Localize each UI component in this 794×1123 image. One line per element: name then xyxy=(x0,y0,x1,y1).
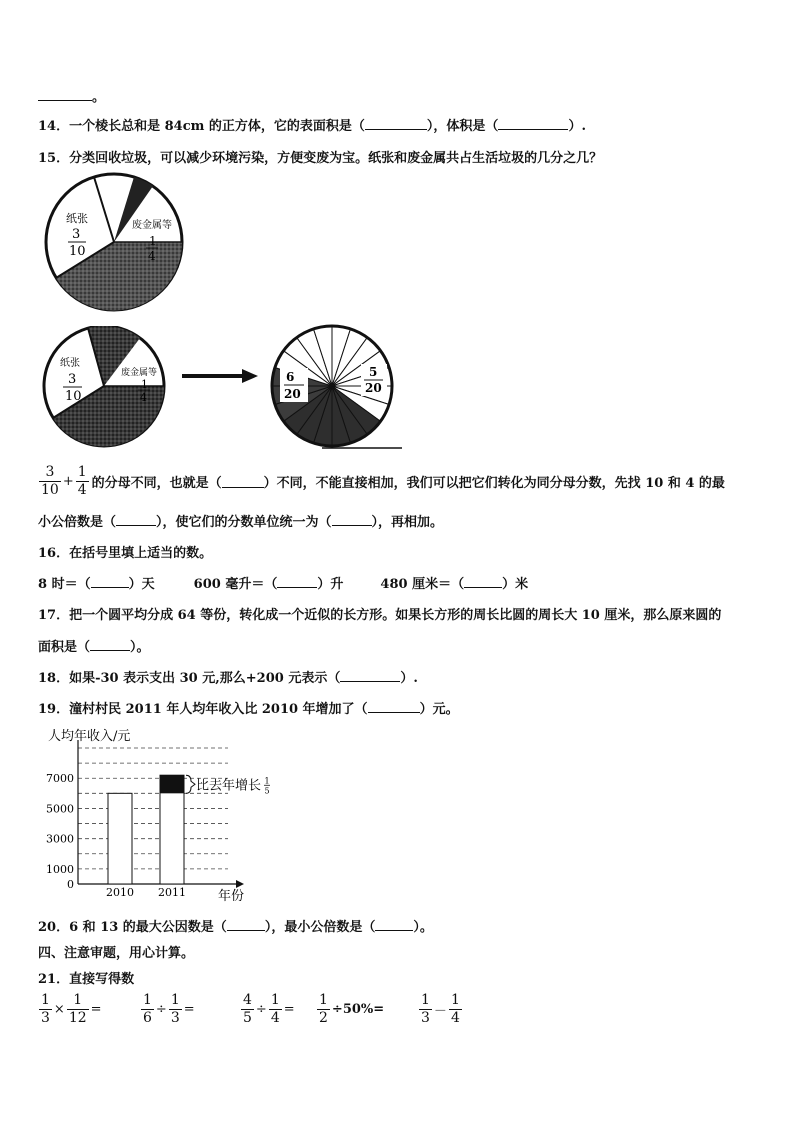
answer-blank[interactable] xyxy=(116,513,156,526)
question-20: 20．6 和 13 的最大公因数是（ ），最小公倍数是（ ）。 xyxy=(38,920,433,935)
calc-item-3: $\frac{4}{5}$ ÷ $\frac{1}{4}$ = xyxy=(243,992,295,1026)
answer-blank[interactable] xyxy=(498,117,568,130)
calc-item-4: $\frac{1}{2}$ ÷50%= xyxy=(319,992,385,1026)
svg-text:废金属等: 废金属等 xyxy=(121,368,158,378)
svg-text:1: 1 xyxy=(149,234,157,248)
bar xyxy=(108,793,132,884)
svg-text:5: 5 xyxy=(369,365,378,379)
calc-item-5: $\frac{1}{3}$ － $\frac{1}{4}$ xyxy=(421,992,460,1026)
answer-blank[interactable] xyxy=(375,918,413,931)
answer-blank[interactable] xyxy=(91,575,129,588)
svg-text:10: 10 xyxy=(69,244,86,259)
svg-text:纸张: 纸张 xyxy=(60,358,80,369)
section-4-title: 四、注意审题，用心计算。 xyxy=(38,946,195,961)
question-17-line2: 面积是（ ）。 xyxy=(38,640,150,655)
pie-chart-top xyxy=(40,172,190,312)
y-tick-label: 0 xyxy=(67,878,74,891)
annotation-frac-den: 5 xyxy=(264,786,270,796)
calc-item-1: $\frac{1}{3}$ × $\frac{1}{12}$ = xyxy=(41,992,102,1026)
question-15: 15．分类回收垃圾，可以减少环境污染，方便变废为宝。纸张和废金属共占生活垃圾的几分之几？ xyxy=(38,151,603,166)
question-15-line2: 小公倍数是（ ），使它们的分数单位统一为（ ），再相加。 xyxy=(38,515,444,530)
y-tick-label: 3000 xyxy=(46,832,74,846)
svg-text:20: 20 xyxy=(284,387,301,401)
question-15-explanation: $\frac{3}{10}$ + $\frac{1}{4}$ 的分母不同，也就是（ ）不同，不能直接相加，我们可以把它们转化为同分母分数，先找 10 和 4 的最 xyxy=(41,464,725,498)
svg-text:6: 6 xyxy=(286,370,295,384)
answer-blank[interactable] xyxy=(38,88,92,101)
answer-blank[interactable] xyxy=(222,475,264,488)
svg-text:4: 4 xyxy=(148,249,156,263)
pie-chart-right xyxy=(268,324,408,454)
annotation-frac-num: 1 xyxy=(264,776,270,786)
question-21: 21．直接写得数 xyxy=(38,972,135,987)
answer-blank[interactable] xyxy=(277,575,317,588)
answer-blank[interactable] xyxy=(368,700,420,713)
question-14: 14．一个棱长总和是 84cm 的正方体，它的表面积是（ ），体积是（ ）. xyxy=(38,119,586,134)
bar-increase-segment xyxy=(160,775,184,793)
x-tick-label: 2010 xyxy=(106,886,134,899)
y-tick-label: 1000 xyxy=(46,862,74,876)
answer-blank[interactable] xyxy=(464,575,502,588)
fraction: $\frac{3}{10}$ xyxy=(41,464,59,498)
question-16-items: 8 时＝（ ）天 600 毫升＝（ ）升 480 厘米＝（ ）米 xyxy=(38,577,529,592)
calc-item-2: $\frac{1}{6}$ ÷ $\frac{1}{3}$ = xyxy=(143,992,195,1026)
svg-text:20: 20 xyxy=(365,381,382,395)
y-tick-label: 5000 xyxy=(46,802,74,816)
q13-answer-line: 。 xyxy=(38,86,105,105)
pie-paper-label: 纸张 xyxy=(66,212,88,225)
answer-blank[interactable] xyxy=(365,117,427,130)
svg-text:10: 10 xyxy=(65,389,82,404)
arrow-icon xyxy=(180,366,260,386)
svg-text:3: 3 xyxy=(72,227,81,242)
chart-annotation: 比去年增长 xyxy=(196,778,262,794)
pie-metal-label: 废金属等 xyxy=(132,220,172,231)
answer-blank[interactable] xyxy=(332,513,372,526)
income-bar-chart xyxy=(36,722,296,904)
x-tick-label: 2011 xyxy=(158,886,186,899)
pie-chart-left xyxy=(40,326,170,451)
svg-text:3: 3 xyxy=(68,372,77,387)
answer-blank[interactable] xyxy=(340,669,400,682)
question-18: 18．如果-30 表示支出 30 元,那么+200 元表示（ ）. xyxy=(38,671,418,686)
answer-blank[interactable] xyxy=(90,638,130,651)
svg-text:1: 1 xyxy=(141,378,148,391)
svg-text:4: 4 xyxy=(140,391,147,404)
y-tick-label: 7000 xyxy=(46,772,74,786)
question-16: 16．在括号里填上适当的数。 xyxy=(38,546,213,561)
answer-blank[interactable] xyxy=(227,918,265,931)
question-19: 19．潼村村民 2011 年人均年收入比 2010 年增加了（ ）元。 xyxy=(38,702,459,717)
x-axis-arrow xyxy=(236,880,244,888)
fraction: $\frac{1}{4}$ xyxy=(77,464,87,498)
chart-xlabel: 年份 xyxy=(218,889,245,904)
question-17: 17．把一个圆平均分成 64 等份，转化成一个近似的长方形。如果长方形的周长比圆的周长大 10 厘米，那么原来圆的 xyxy=(38,608,722,623)
chart-ylabel: 人均年收入/元 xyxy=(48,729,131,744)
